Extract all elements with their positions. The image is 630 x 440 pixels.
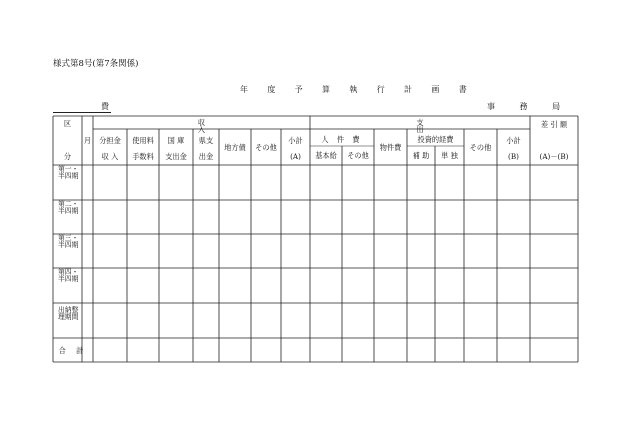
closing-period-label: 出納整理期間 xyxy=(58,306,79,322)
kubun-label-top: 区 xyxy=(63,119,72,128)
burdenkin-top: 分担金 xyxy=(99,136,121,145)
period-row-label: 第四・半四期 xyxy=(58,268,79,284)
fee-top: 使用料 xyxy=(132,136,154,145)
goods-label: 物件費 xyxy=(379,143,402,152)
form-id: 様式第8号(第7条関係) xyxy=(53,59,139,69)
office-label: 事 務 局 xyxy=(487,102,572,111)
expense-other-label: その他 xyxy=(469,143,492,152)
expense-label: 費 xyxy=(101,102,109,111)
national-top: 国 庫 xyxy=(167,136,185,145)
income-subtotal-top: 小計 xyxy=(288,136,303,145)
difference-top: 差 引 額 xyxy=(540,120,568,129)
pref-top: 県支 xyxy=(198,136,214,145)
basic-salary-label: 基本給 xyxy=(315,151,337,160)
burdenkin-bottom: 収 入 xyxy=(101,152,119,161)
fee-bottom: 手数料 xyxy=(132,152,154,161)
expense-header: 支 出 xyxy=(416,118,524,135)
income-subtotal-bottom: (A) xyxy=(290,152,301,161)
total-label: 合 計 xyxy=(58,346,88,355)
period-row-label: 第二・半四期 xyxy=(58,200,79,216)
pref-bottom: 出金 xyxy=(198,152,214,161)
income-other-label: その他 xyxy=(255,143,277,152)
expense-subtotal-bottom: (B) xyxy=(508,152,519,161)
period-row-label: 第一・半四期 xyxy=(58,165,79,181)
form-title: 年 度 予 算 執 行 計 画 書 xyxy=(240,85,476,94)
subsidy-label: 補 助 xyxy=(412,151,430,160)
month-label: 月 xyxy=(83,136,92,145)
personnel-other-label: その他 xyxy=(347,151,369,160)
period-row-label: 第三・半四期 xyxy=(58,234,79,250)
national-bottom: 支出金 xyxy=(165,152,187,161)
income-header: 収 入 xyxy=(197,118,266,135)
single-label: 単 独 xyxy=(441,151,458,160)
kubun-label-bottom: 分 xyxy=(63,152,72,161)
difference-bottom: (A)－(B) xyxy=(539,152,569,161)
expense-subtotal-top: 小計 xyxy=(506,136,521,145)
bond-label: 地方債 xyxy=(224,143,246,152)
investment-label: 投資的経費 xyxy=(417,135,454,144)
personnel-label: 人 件 費 xyxy=(321,135,363,144)
